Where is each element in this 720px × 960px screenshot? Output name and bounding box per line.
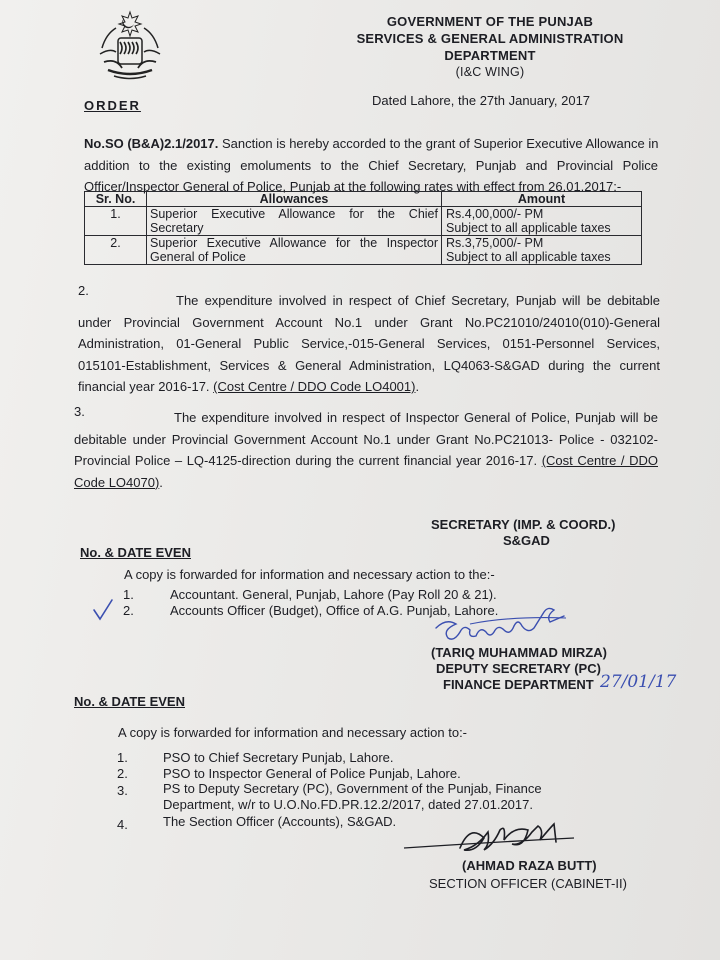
table-cell-amount: [442, 207, 642, 236]
endorsement-1-item-num: 2.: [123, 603, 134, 618]
paragraph-3-line-2: debitable under Provincial Government Account No.1 under Grant No.PC21013- Police - 032102-: [74, 431, 658, 447]
paragraph-3: [74, 407, 658, 493]
amount-value: Rs.3,75,000/- PM: [446, 236, 544, 250]
endorsement-2-item-text: The Section Officer (Accounts), S&GAD.: [163, 814, 397, 829]
header-line-govt: GOVERNMENT OF THE PUNJAB: [386, 14, 594, 29]
endorsement-1-item-num: 1.: [123, 587, 134, 602]
table-header-allowances: Allowances: [147, 192, 442, 207]
header-line-wing: (I&C WING): [455, 65, 525, 79]
header-line-department-2: DEPARTMENT: [444, 48, 536, 63]
paragraph-2-tail: .: [415, 379, 420, 394]
paragraph-2: [78, 290, 660, 398]
table-cell-amount: [442, 236, 642, 265]
amount-value: Rs.4,00,000/- PM: [446, 207, 544, 221]
paragraph-2-line-3: Administration, 01-General Public Service,-015-General Services, 0151-Personnel Services,: [78, 336, 660, 351]
endorsement-2-item-text-cont: Department, w/r to U.O.No.FD.PR.12.2/2017, dated 27.01.2017.: [163, 797, 533, 812]
signatory-2-designation: DEPUTY SECRETARY (PC): [436, 661, 601, 676]
paragraph-1-line-2: addition to the existing emoluments to the Chief Secretary, Punjab and Provincial Police: [84, 157, 658, 173]
table-cell-sr: 1.: [85, 207, 147, 236]
paragraph-3-line-1: The expenditure involved in respect of Inspector General of Police, Punjab will be: [174, 410, 658, 425]
paragraph-2-line-5-text: financial year 2016-17.: [78, 379, 214, 394]
paragraph-2-number: 2.: [78, 283, 89, 298]
paragraph-1-line-1: Sanction is hereby accorded to the grant of Superior Executive Allowance in: [218, 136, 659, 151]
paragraph-3-line-3-text: Provincial Police – LQ-4125-direction during the current financial year 2016-17.: [74, 453, 542, 468]
signatory-3-name: (AHMAD RAZA BUTT): [462, 858, 597, 873]
paragraph-2-line-1: The expenditure involved in respect of Chief Secretary, Punjab will be debitable: [176, 293, 660, 308]
endorsement-1-item-text: Accountant. General, Punjab, Lahore (Pay Roll 20 & 21).: [170, 587, 497, 602]
cost-centre-code-2b: Code LO4070): [74, 474, 160, 490]
endorsement-1-title: No. & DATE EVEN: [80, 545, 191, 560]
amount-note: Subject to all applicable taxes: [446, 250, 611, 264]
cost-centre-code-1: (Cost Centre / DDO Code LO4001): [213, 379, 416, 394]
paragraph-3-line-3: [74, 450, 658, 472]
paragraph-3-number: 3.: [74, 404, 85, 419]
table-header-amount: Amount: [442, 192, 642, 207]
endorsement-2-item-text: PSO to Inspector General of Police Punjab, Lahore.: [163, 766, 461, 781]
endorsement-2-item-num: 2.: [117, 766, 128, 781]
table-cell-sr: 2.: [85, 236, 147, 265]
punjab-emblem-icon: [94, 8, 166, 82]
endorsement-2-title: No. & DATE EVEN: [74, 694, 185, 709]
order-date: Dated Lahore, the 27th January, 2017: [372, 93, 591, 108]
table-row: [85, 207, 642, 236]
endorsement-1-intro: A copy is forwarded for information and necessary action to the:-: [124, 567, 495, 582]
checkmark-icon: [92, 598, 114, 622]
table-cell-allowance: Superior Executive Allowance for the Chief Secretary: [147, 207, 442, 236]
endorsement-2-intro: A copy is forwarded for information and necessary action to:-: [118, 725, 468, 740]
endorsement-2-item-text: PS to Deputy Secretary (PC), Government of the Punjab, Finance: [163, 781, 542, 796]
amount-note: Subject to all applicable taxes: [446, 221, 611, 235]
endorsement-2-item-text: PSO to Chief Secretary Punjab, Lahore.: [163, 750, 394, 765]
paragraph-3-line-4: [74, 472, 658, 494]
paragraph-1: [84, 133, 658, 198]
paragraph-2-line-2: under Provincial Government Account No.1 under Grant No.PC21010/24010(010)-General: [78, 314, 660, 330]
paragraph-2-line-4: 015101-Establishment, Services & General Administration, LQ4063-S&GAD during the current: [78, 357, 660, 373]
table-cell-allowance: Superior Executive Allowance for the Inspector General of Police: [147, 236, 442, 265]
endorsement-2-item-num: 1.: [117, 750, 128, 765]
order-reference-number: No.SO (B&A)2.1/2017.: [84, 136, 219, 151]
signatory-2-department: FINANCE DEPARTMENT: [443, 677, 594, 692]
paragraph-3-tail: .: [159, 474, 163, 490]
allowance-table: [84, 191, 642, 265]
cost-centre-code-2a: (Cost Centre / DDO: [541, 453, 658, 468]
paragraph-1-line-3: Officer/Inspector General of Police, Punjab at the following rates with effect from 26.01.2017:-: [84, 179, 622, 194]
table-header-sr-no: Sr. No.: [85, 192, 147, 207]
endorsement-2-item-num: 3.: [117, 783, 128, 798]
handwritten-date: 27/01/17: [600, 672, 677, 692]
order-title: ORDER: [84, 98, 141, 113]
signatory-3-designation: SECTION OFFICER (CABINET-II): [429, 876, 627, 891]
signatory-1-title: SECRETARY (IMP. & COORD.): [431, 517, 616, 532]
table-row: [85, 236, 642, 265]
endorsement-2-item-num: 4.: [117, 817, 128, 832]
paragraph-2-line-5: [78, 376, 660, 398]
signatory-1-department: S&GAD: [503, 533, 550, 548]
header-line-department: SERVICES & GENERAL ADMINISTRATION: [356, 31, 624, 46]
signatory-2-name: (TARIQ MUHAMMAD MIRZA): [431, 645, 607, 660]
endorsement-1-item-text: Accounts Officer (Budget), Office of A.G. Punjab, Lahore.: [170, 603, 499, 618]
